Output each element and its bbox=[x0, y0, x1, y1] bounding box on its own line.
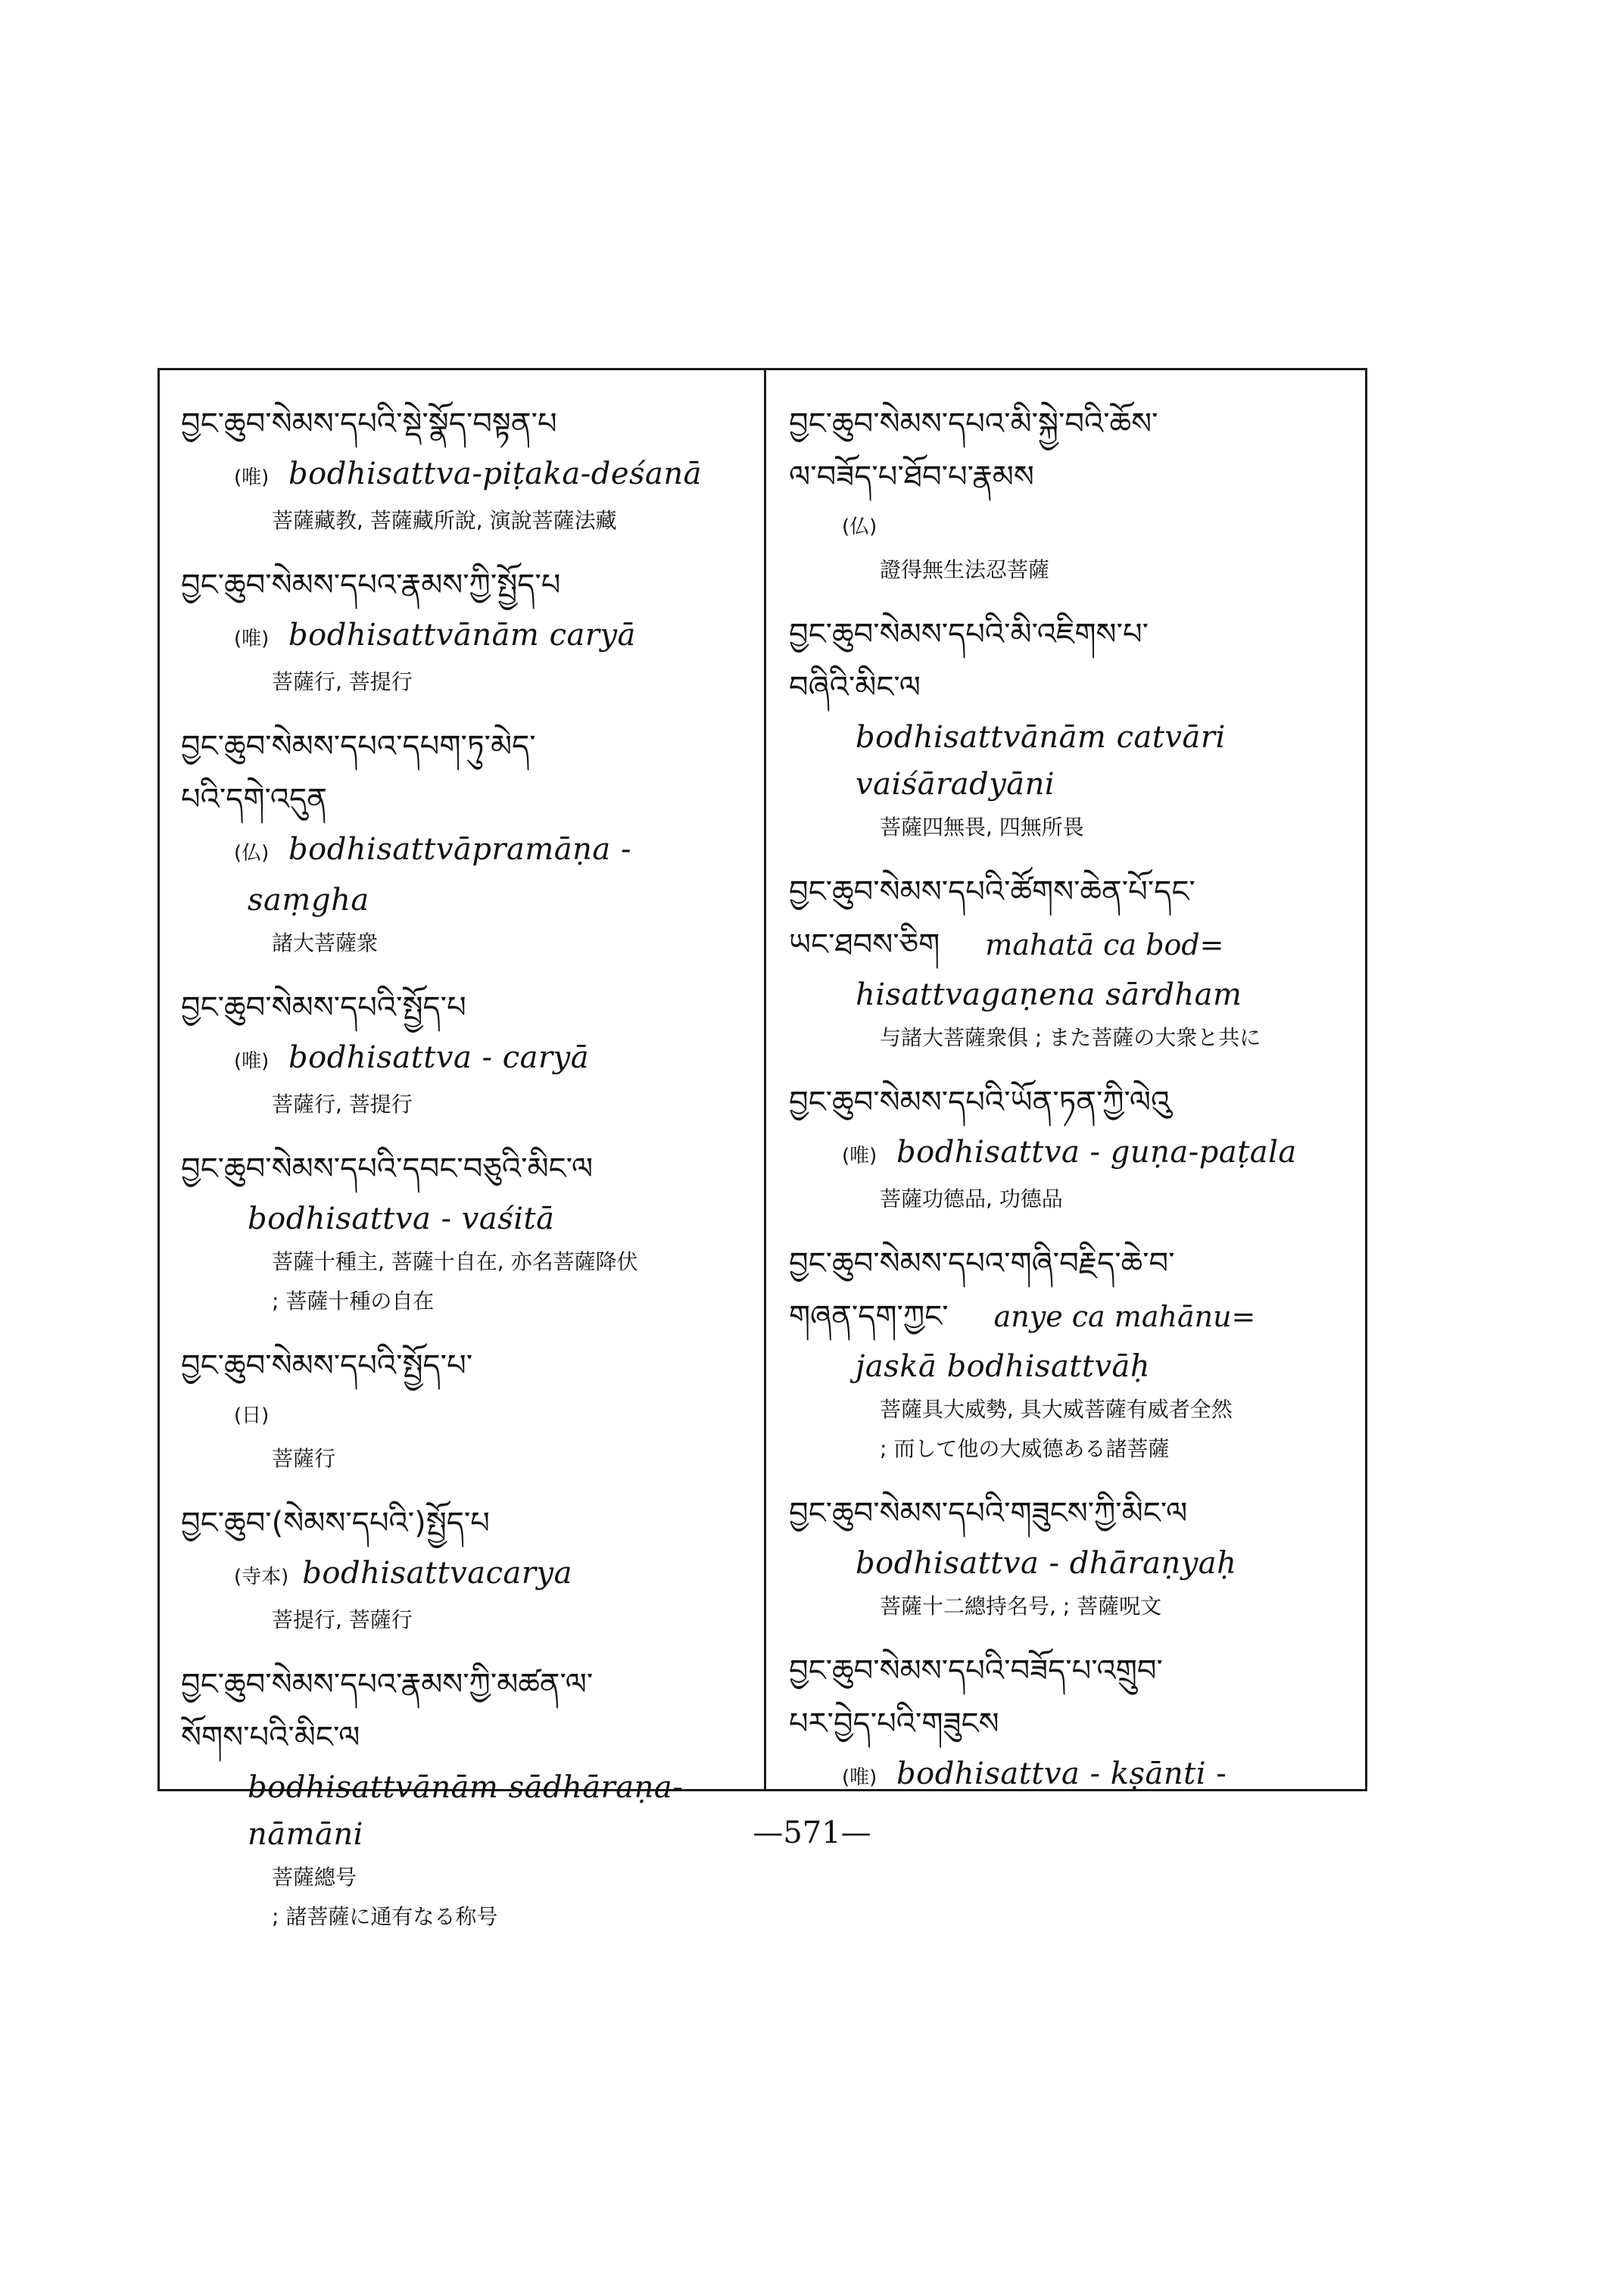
gloss-text: 菩薩功德品, 功德品 bbox=[880, 1186, 1063, 1211]
gloss-text: 菩提行, 菩薩行 bbox=[272, 1607, 413, 1632]
romanization-line bbox=[181, 1392, 749, 1439]
dictionary-entry bbox=[181, 1339, 749, 1479]
sanskrit-romanization-inline: anye ca mahānu= bbox=[993, 1300, 1256, 1333]
tibetan-headword: བྱང་ཆུབ་སེམས་དཔའ་མི་སྐྱེ་བའི་ཆོས་ bbox=[789, 407, 1158, 441]
gloss-text: 菩薩十二總持名号, ; 菩薩呪文 bbox=[880, 1594, 1162, 1619]
gloss-text: 菩薩總号 bbox=[272, 1865, 357, 1890]
romanization-line bbox=[789, 714, 1350, 761]
page-number: —571— bbox=[753, 1816, 871, 1850]
romanization-line bbox=[789, 1343, 1350, 1390]
gloss-text: ; 諸菩薩に通有なる称号 bbox=[272, 1904, 498, 1929]
dictionary-entry bbox=[789, 397, 1350, 590]
gloss-text: ; 菩薩十種の自在 bbox=[272, 1289, 435, 1314]
romanization-line bbox=[789, 1750, 1350, 1801]
romanization-line bbox=[181, 1764, 749, 1811]
tibetan-headword: བྱང་ཆུབ་སེམས་དཔའི་སྡེ་སྣོད་བསྟན་པ bbox=[181, 407, 557, 441]
sanskrit-romanization: bodhisattvacarya bbox=[302, 1556, 572, 1591]
right-column bbox=[764, 370, 1365, 1789]
romanization-line bbox=[181, 1034, 749, 1085]
gloss-text: 諸大菩薩衆 bbox=[272, 930, 379, 955]
tibetan-headword: བྱང་ཆུབ་སེམས་དཔའ་གཞི་བརྗིད་ཆེ་བ་ bbox=[789, 1246, 1175, 1281]
tibetan-text: ཡང་ཐབས་ཅིག bbox=[789, 927, 940, 962]
source-tag: (唯) bbox=[234, 466, 270, 489]
romanization-line bbox=[181, 1550, 749, 1601]
dictionary-entry bbox=[181, 1497, 749, 1640]
source-tag: (唯) bbox=[842, 1766, 877, 1789]
tibetan-headword: བྱང་ཆུབ་སེམས་དཔའི་ཚོགས་ཆེན་པོ་དང་ bbox=[789, 874, 1195, 909]
gloss-text: 菩薩四無畏, 四無所畏 bbox=[880, 815, 1084, 840]
dictionary-entry bbox=[181, 559, 749, 702]
sanskrit-romanization: bodhisattva-piṭaka-deśanā bbox=[288, 457, 703, 491]
tibetan-headword: བྱང་ཆུབ་སེམས་དཔའི་ཡོན་ཏན་ཀྱི་ལེའུ bbox=[789, 1085, 1170, 1120]
tibetan-headword: བྱང་ཆུབ་སེམས་དཔའ་རྣམས་ཀྱི་སྤྱོད་པ bbox=[181, 568, 561, 603]
sanskrit-romanization: bodhisattva - guṇa-paṭala bbox=[896, 1135, 1297, 1170]
dictionary-entry bbox=[789, 1076, 1350, 1219]
sanskrit-romanization: bodhisattva - caryā bbox=[288, 1040, 590, 1075]
dictionary-entry bbox=[789, 608, 1350, 847]
romanization-line bbox=[789, 761, 1350, 808]
source-tag: (唯) bbox=[234, 628, 270, 650]
gloss-text: 与諸大菩薩衆俱 ; また菩薩の大衆と共に bbox=[880, 1025, 1261, 1050]
sanskrit-romanization: bodhisattvānām caryā bbox=[288, 618, 636, 653]
tibetan-headword bbox=[789, 918, 1350, 971]
dictionary-entry bbox=[789, 1237, 1350, 1469]
tibetan-headword: བྱང་ཆུབ་སེམས་དཔའི་དབང་བཅུའི་མིང་ལ bbox=[181, 1152, 594, 1186]
gloss-text: 菩薩藏教, 菩薩藏所說, 演說菩薩法藏 bbox=[272, 508, 617, 533]
tibetan-headword: པའི་དགེ་འདུན bbox=[181, 782, 327, 817]
sanskrit-romanization: jaskā bodhisattvāḥ bbox=[856, 1349, 1151, 1384]
gloss-text: 菩薩行 bbox=[272, 1446, 336, 1471]
source-tag: (唯) bbox=[842, 1145, 877, 1167]
source-tag: (日) bbox=[234, 1404, 270, 1427]
gloss-text: ; 而して他の大威德ある諸菩薩 bbox=[880, 1436, 1170, 1461]
gloss-text: 菩薩具大威勢, 具大威菩薩有威者全然 bbox=[880, 1397, 1233, 1422]
romanization-line bbox=[181, 1195, 749, 1242]
romanization-line bbox=[181, 826, 749, 877]
romanization-line bbox=[789, 503, 1350, 550]
source-tag: (仏) bbox=[234, 842, 270, 865]
tibetan-headword: པར་བྱེད་པའི་གཟུངས bbox=[789, 1706, 999, 1741]
gloss-text: 菩薩十種主, 菩薩十自在, 亦名菩薩降伏 bbox=[272, 1249, 638, 1274]
sanskrit-romanization: hisattvagaṇena sārdham bbox=[856, 977, 1242, 1012]
tibetan-headword: སོགས་པའི་མིང་ལ bbox=[181, 1720, 360, 1755]
dictionary-entry bbox=[181, 1142, 749, 1321]
left-column bbox=[160, 370, 764, 1929]
sanskrit-romanization: nāmāni bbox=[248, 1817, 363, 1852]
dictionary-entry bbox=[789, 865, 1350, 1058]
sanskrit-romanization: bodhisattva - dhāraṇyaḥ bbox=[856, 1546, 1237, 1581]
gloss-text: 菩薩行, 菩提行 bbox=[272, 1092, 413, 1117]
sanskrit-romanization: vaiśāradyāni bbox=[856, 767, 1055, 802]
dictionary-entry bbox=[181, 397, 749, 541]
sanskrit-romanization: bodhisattva - kṣānti - bbox=[896, 1756, 1227, 1791]
sanskrit-romanization: bodhisattvāpramāṇa - bbox=[288, 832, 632, 867]
dictionary-entry bbox=[181, 1658, 749, 1937]
tibetan-text: གཞན་དག་ཀྱང་ bbox=[789, 1299, 949, 1334]
sanskrit-romanization: bodhisattvānām catvāri bbox=[856, 720, 1226, 755]
source-tag: (唯) bbox=[234, 1050, 270, 1073]
tibetan-headword bbox=[789, 1290, 1350, 1343]
tibetan-headword: བྱང་ཆུབ་སེམས་དཔའ་རྣམས་ཀྱི་མཚན་ལ་ bbox=[181, 1667, 594, 1702]
tibetan-headword: བཞིའི་མིང་ལ bbox=[789, 670, 921, 705]
tibetan-headword: བྱང་ཆུབ་སེམས་དཔའི་མི་འཇིགས་པ་ bbox=[789, 617, 1149, 652]
romanization-line bbox=[789, 1129, 1350, 1180]
tibetan-headword: བྱང་ཆུབ་(སེམས་དཔའི་)སྤྱོད་པ bbox=[181, 1506, 490, 1541]
sanskrit-romanization-inline: mahatā ca bod= bbox=[985, 928, 1224, 962]
romanization-line bbox=[181, 612, 749, 662]
sanskrit-romanization: saṃgha bbox=[248, 883, 369, 918]
tibetan-headword: བྱང་ཆུབ་སེམས་དཔའི་གཟུངས་ཀྱི་མིང་ལ bbox=[789, 1496, 1188, 1531]
romanization-line bbox=[789, 971, 1350, 1018]
gloss-text: 證得無生法忍菩薩 bbox=[880, 557, 1050, 582]
dictionary-entry bbox=[181, 720, 749, 963]
romanization-line bbox=[789, 1540, 1350, 1587]
sanskrit-romanization: bodhisattva - vaśitā bbox=[248, 1202, 555, 1236]
dictionary-entry bbox=[181, 981, 749, 1124]
dictionary-entry bbox=[789, 1644, 1350, 1801]
tibetan-headword: བྱང་ཆུབ་སེམས་དཔའི་བཟོད་པ་འགྲུབ་ bbox=[789, 1653, 1163, 1688]
tibetan-headword: ལ་བཟོད་པ་ཐོབ་པ་རྣམས bbox=[789, 460, 1034, 494]
source-tag: (仏) bbox=[842, 516, 877, 538]
sanskrit-romanization: bodhisattvānām sādhāraṇa- bbox=[248, 1770, 684, 1805]
source-tag: (寺本) bbox=[234, 1566, 289, 1588]
tibetan-headword: བྱང་ཆུབ་སེམས་དཔའི་སྤྱོད་པ་ bbox=[181, 1348, 473, 1383]
tibetan-headword: བྱང་ཆུབ་སེམས་དཔའ་དཔག་ཏུ་མེད་ bbox=[181, 729, 536, 764]
romanization-line bbox=[181, 877, 749, 924]
romanization-line bbox=[181, 450, 749, 501]
dictionary-entry bbox=[789, 1487, 1350, 1626]
tibetan-headword: བྱང་ཆུབ་སེམས་དཔའི་སྤྱོད་པ bbox=[181, 990, 466, 1025]
gloss-text: 菩薩行, 菩提行 bbox=[272, 669, 413, 694]
